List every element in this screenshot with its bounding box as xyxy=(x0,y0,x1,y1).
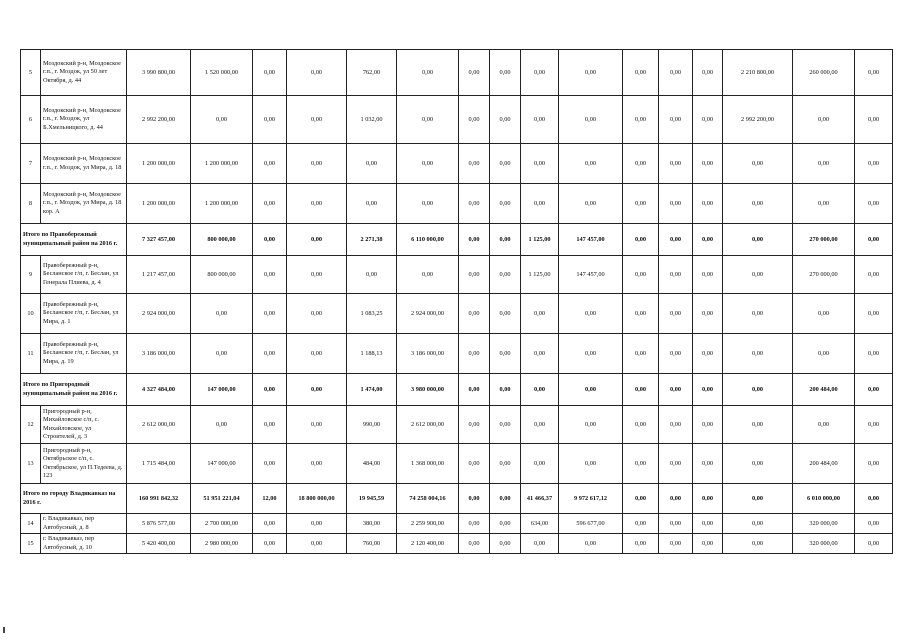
value-cell: 0,00 xyxy=(693,50,723,96)
value-cell: 2 924 000,00 xyxy=(127,294,191,334)
value-cell: 0,00 xyxy=(287,334,347,374)
value-cell: 2 120 400,00 xyxy=(397,534,459,554)
value-cell: 0,00 xyxy=(855,256,893,294)
value-cell: 0,00 xyxy=(793,294,855,334)
value-cell: 0,00 xyxy=(287,144,347,184)
value-cell: 0,00 xyxy=(459,224,490,256)
value-cell: 0,00 xyxy=(521,374,559,406)
value-cell: 74 258 004,16 xyxy=(397,484,459,514)
value-cell: 0,00 xyxy=(191,406,253,444)
value-cell: 0,00 xyxy=(253,144,287,184)
subtotal-label: Итого по Пригородный муниципальный район на 2016 г. xyxy=(21,374,127,406)
value-cell: 0,00 xyxy=(723,144,793,184)
value-cell: 3 186 000,00 xyxy=(397,334,459,374)
value-cell: 18 800 000,00 xyxy=(287,484,347,514)
value-cell: 0,00 xyxy=(287,374,347,406)
table-row xyxy=(21,184,893,224)
value-cell: 0,00 xyxy=(521,444,559,484)
subtotal-row xyxy=(21,224,893,256)
value-cell: 0,00 xyxy=(623,514,659,534)
table-row xyxy=(21,514,893,534)
value-cell: 0,00 xyxy=(623,224,659,256)
value-cell: 0,00 xyxy=(559,184,623,224)
value-cell: 147 000,00 xyxy=(191,374,253,406)
value-cell: 0,00 xyxy=(723,444,793,484)
value-cell: 0,00 xyxy=(723,224,793,256)
subtotal-label: Итого по Правобережный муниципальный район на 2016 г. xyxy=(21,224,127,256)
value-cell: 762,00 xyxy=(347,50,397,96)
value-cell: 0,00 xyxy=(659,514,693,534)
value-cell: 0,00 xyxy=(855,444,893,484)
value-cell: 0,00 xyxy=(459,144,490,184)
value-cell: 147 000,00 xyxy=(191,444,253,484)
value-cell: 0,00 xyxy=(287,96,347,144)
address-cell: Правобережный р-н, Бесланское г/п, г. Беслан, ул Генерала Плиева, д. 4 xyxy=(41,256,127,294)
value-cell: 41 466,37 xyxy=(521,484,559,514)
value-cell: 0,00 xyxy=(793,184,855,224)
value-cell: 0,00 xyxy=(793,144,855,184)
value-cell: 0,00 xyxy=(693,334,723,374)
value-cell: 0,00 xyxy=(623,96,659,144)
value-cell: 3 980 000,00 xyxy=(397,374,459,406)
row-number: 13 xyxy=(21,444,41,484)
address-cell: Пригородный р-н, Октябрьское с/п, с. Октябрьское, ул П.Тедеева, д. 123 xyxy=(41,444,127,484)
value-cell: 1 520 000,00 xyxy=(191,50,253,96)
value-cell: 0,00 xyxy=(723,334,793,374)
value-cell: 990,00 xyxy=(347,406,397,444)
row-number: 7 xyxy=(21,144,41,184)
value-cell: 0,00 xyxy=(287,406,347,444)
value-cell: 0,00 xyxy=(793,96,855,144)
value-cell: 260 000,00 xyxy=(793,50,855,96)
table-row xyxy=(21,256,893,294)
table-row xyxy=(21,144,893,184)
value-cell: 0,00 xyxy=(723,184,793,224)
value-cell: 3 186 000,00 xyxy=(127,334,191,374)
value-cell: 800 000,00 xyxy=(191,224,253,256)
value-cell: 0,00 xyxy=(459,406,490,444)
value-cell: 0,00 xyxy=(623,374,659,406)
value-cell: 0,00 xyxy=(253,96,287,144)
address-cell: г. Владикавказ, пер Автобусный, д. 8 xyxy=(41,514,127,534)
value-cell: 0,00 xyxy=(253,184,287,224)
value-cell: 200 484,00 xyxy=(793,444,855,484)
value-cell: 2 210 800,00 xyxy=(723,50,793,96)
value-cell: 0,00 xyxy=(191,96,253,144)
row-number: 12 xyxy=(21,406,41,444)
value-cell: 2 271,38 xyxy=(347,224,397,256)
value-cell: 0,00 xyxy=(459,514,490,534)
value-cell: 0,00 xyxy=(459,334,490,374)
value-cell: 0,00 xyxy=(521,406,559,444)
value-cell: 0,00 xyxy=(490,514,521,534)
value-cell: 0,00 xyxy=(559,50,623,96)
value-cell: 0,00 xyxy=(347,256,397,294)
row-number: 11 xyxy=(21,334,41,374)
value-cell: 0,00 xyxy=(287,184,347,224)
row-number: 15 xyxy=(21,534,41,554)
row-number: 14 xyxy=(21,514,41,534)
value-cell: 270 000,00 xyxy=(793,256,855,294)
value-cell: 1 125,00 xyxy=(521,224,559,256)
value-cell: 0,00 xyxy=(623,144,659,184)
table-row xyxy=(21,96,893,144)
address-cell: Правобережный р-н, Бесланское г/п, г. Беслан, ул Мира, д. 19 xyxy=(41,334,127,374)
value-cell: 0,00 xyxy=(855,374,893,406)
value-cell: 0,00 xyxy=(723,406,793,444)
value-cell: 0,00 xyxy=(659,144,693,184)
value-cell: 0,00 xyxy=(659,406,693,444)
value-cell: 12,00 xyxy=(253,484,287,514)
value-cell: 1 125,00 xyxy=(521,256,559,294)
value-cell: 0,00 xyxy=(253,294,287,334)
value-cell: 0,00 xyxy=(723,514,793,534)
value-cell: 2 259 900,00 xyxy=(397,514,459,534)
value-cell: 0,00 xyxy=(397,50,459,96)
value-cell: 0,00 xyxy=(659,534,693,554)
row-number: 6 xyxy=(21,96,41,144)
value-cell: 0,00 xyxy=(253,50,287,96)
value-cell: 6 110 000,00 xyxy=(397,224,459,256)
value-cell: 270 000,00 xyxy=(793,224,855,256)
value-cell: 1 188,13 xyxy=(347,334,397,374)
value-cell: 0,00 xyxy=(459,50,490,96)
value-cell: 0,00 xyxy=(659,184,693,224)
value-cell: 0,00 xyxy=(559,144,623,184)
value-cell: 0,00 xyxy=(855,406,893,444)
value-cell: 1 200 000,00 xyxy=(127,184,191,224)
value-cell: 0,00 xyxy=(659,50,693,96)
value-cell: 0,00 xyxy=(559,96,623,144)
value-cell: 800 000,00 xyxy=(191,256,253,294)
address-cell: Моздокский р-н, Моздокское г.п., г. Моздок, ул Мира, д. 18 кор. А xyxy=(41,184,127,224)
value-cell: 0,00 xyxy=(793,334,855,374)
value-cell: 0,00 xyxy=(559,406,623,444)
value-cell: 0,00 xyxy=(559,294,623,334)
value-cell: 0,00 xyxy=(397,256,459,294)
value-cell: 0,00 xyxy=(253,534,287,554)
value-cell: 0,00 xyxy=(623,184,659,224)
value-cell: 0,00 xyxy=(490,406,521,444)
value-cell: 0,00 xyxy=(693,444,723,484)
value-cell: 0,00 xyxy=(521,144,559,184)
value-cell: 0,00 xyxy=(693,514,723,534)
value-cell: 0,00 xyxy=(693,144,723,184)
value-cell: 1 368 000,00 xyxy=(397,444,459,484)
row-number: 10 xyxy=(21,294,41,334)
value-cell: 596 677,00 xyxy=(559,514,623,534)
value-cell: 0,00 xyxy=(623,484,659,514)
value-cell: 0,00 xyxy=(490,534,521,554)
value-cell: 0,00 xyxy=(459,96,490,144)
value-cell: 7 327 457,00 xyxy=(127,224,191,256)
value-cell: 0,00 xyxy=(723,374,793,406)
value-cell: 0,00 xyxy=(521,96,559,144)
value-cell: 1 217 457,00 xyxy=(127,256,191,294)
value-cell: 0,00 xyxy=(559,374,623,406)
value-cell: 0,00 xyxy=(855,184,893,224)
value-cell: 0,00 xyxy=(855,484,893,514)
value-cell: 0,00 xyxy=(521,50,559,96)
address-cell: г. Владикавказ, пер Автобусный, д. 10 xyxy=(41,534,127,554)
value-cell: 0,00 xyxy=(855,144,893,184)
value-cell: 0,00 xyxy=(723,534,793,554)
value-cell: 1 200 000,00 xyxy=(191,184,253,224)
value-cell: 0,00 xyxy=(855,294,893,334)
row-number: 5 xyxy=(21,50,41,96)
value-cell: 2 980 000,00 xyxy=(191,534,253,554)
value-cell: 0,00 xyxy=(490,144,521,184)
value-cell: 0,00 xyxy=(855,224,893,256)
value-cell: 0,00 xyxy=(855,514,893,534)
value-cell: 1 032,00 xyxy=(347,96,397,144)
value-cell: 160 991 842,32 xyxy=(127,484,191,514)
address-cell: Пригородный р-н, Михайловское с/п, с. Михайловское, ул Строителей, д. 3 xyxy=(41,406,127,444)
value-cell: 2 924 000,00 xyxy=(397,294,459,334)
table-row xyxy=(21,444,893,484)
value-cell: 3 990 800,00 xyxy=(127,50,191,96)
value-cell: 9 972 617,12 xyxy=(559,484,623,514)
value-cell: 0,00 xyxy=(623,444,659,484)
value-cell: 1 715 484,00 xyxy=(127,444,191,484)
value-cell: 0,00 xyxy=(559,534,623,554)
value-cell: 5 876 577,00 xyxy=(127,514,191,534)
value-cell: 0,00 xyxy=(191,294,253,334)
value-cell: 2 992 200,00 xyxy=(723,96,793,144)
value-cell: 484,00 xyxy=(347,444,397,484)
scan-artifact xyxy=(3,627,5,633)
value-cell: 0,00 xyxy=(659,334,693,374)
value-cell: 1 083,25 xyxy=(347,294,397,334)
table-row xyxy=(21,294,893,334)
value-cell: 0,00 xyxy=(793,406,855,444)
value-cell: 0,00 xyxy=(397,184,459,224)
value-cell: 0,00 xyxy=(287,256,347,294)
value-cell: 0,00 xyxy=(521,334,559,374)
value-cell: 0,00 xyxy=(459,484,490,514)
value-cell: 0,00 xyxy=(855,534,893,554)
value-cell: 0,00 xyxy=(490,334,521,374)
value-cell: 147 457,00 xyxy=(559,256,623,294)
value-cell: 5 420 400,00 xyxy=(127,534,191,554)
value-cell: 0,00 xyxy=(253,444,287,484)
subtotal-row xyxy=(21,484,893,514)
address-cell: Моздокский р-н, Моздокское г.п., г. Моздок, ул Мира, д. 18 xyxy=(41,144,127,184)
value-cell: 0,00 xyxy=(490,224,521,256)
value-cell: 0,00 xyxy=(693,256,723,294)
value-cell: 0,00 xyxy=(693,184,723,224)
value-cell: 0,00 xyxy=(659,374,693,406)
value-cell: 0,00 xyxy=(659,224,693,256)
value-cell: 0,00 xyxy=(191,334,253,374)
value-cell: 0,00 xyxy=(521,534,559,554)
value-cell: 0,00 xyxy=(347,144,397,184)
value-cell: 0,00 xyxy=(459,184,490,224)
value-cell: 0,00 xyxy=(490,256,521,294)
value-cell: 147 457,00 xyxy=(559,224,623,256)
value-cell: 0,00 xyxy=(397,144,459,184)
value-cell: 0,00 xyxy=(253,224,287,256)
value-cell: 0,00 xyxy=(659,444,693,484)
value-cell: 2 992 200,00 xyxy=(127,96,191,144)
value-cell: 0,00 xyxy=(490,184,521,224)
value-cell: 1 200 000,00 xyxy=(191,144,253,184)
value-cell: 51 951 221,04 xyxy=(191,484,253,514)
address-cell: Правобережный р-н, Бесланское г/п, г. Беслан, ул Мира, д. 1 xyxy=(41,294,127,334)
value-cell: 0,00 xyxy=(287,294,347,334)
value-cell: 0,00 xyxy=(659,96,693,144)
subtotal-label: Итого по городу Владикавказ на 2016 г. xyxy=(21,484,127,514)
value-cell: 0,00 xyxy=(253,374,287,406)
value-cell: 0,00 xyxy=(623,406,659,444)
subtotal-row xyxy=(21,374,893,406)
value-cell: 0,00 xyxy=(855,50,893,96)
value-cell: 0,00 xyxy=(459,444,490,484)
value-cell: 2 700 000,00 xyxy=(191,514,253,534)
value-cell: 0,00 xyxy=(490,50,521,96)
value-cell: 0,00 xyxy=(693,224,723,256)
value-cell: 0,00 xyxy=(623,534,659,554)
value-cell: 0,00 xyxy=(287,224,347,256)
value-cell: 0,00 xyxy=(253,406,287,444)
table-row xyxy=(21,406,893,444)
value-cell: 0,00 xyxy=(693,534,723,554)
value-cell: 634,00 xyxy=(521,514,559,534)
value-cell: 0,00 xyxy=(693,374,723,406)
value-cell: 0,00 xyxy=(559,334,623,374)
value-cell: 0,00 xyxy=(855,96,893,144)
value-cell: 0,00 xyxy=(287,534,347,554)
value-cell: 0,00 xyxy=(490,374,521,406)
address-cell: Моздокский р-н, Моздокское г.п., г. Моздок, ул Б.Хмельницкого, д. 44 xyxy=(41,96,127,144)
table-row xyxy=(21,334,893,374)
value-cell: 0,00 xyxy=(459,534,490,554)
value-cell: 760,00 xyxy=(347,534,397,554)
value-cell: 0,00 xyxy=(623,256,659,294)
value-cell: 0,00 xyxy=(521,294,559,334)
value-cell: 0,00 xyxy=(490,96,521,144)
value-cell: 0,00 xyxy=(659,294,693,334)
program-table xyxy=(20,49,893,554)
value-cell: 0,00 xyxy=(559,444,623,484)
value-cell: 0,00 xyxy=(659,484,693,514)
value-cell: 0,00 xyxy=(659,256,693,294)
value-cell: 0,00 xyxy=(623,50,659,96)
value-cell: 0,00 xyxy=(253,256,287,294)
value-cell: 2 612 000,00 xyxy=(397,406,459,444)
value-cell: 0,00 xyxy=(287,514,347,534)
value-cell: 0,00 xyxy=(623,294,659,334)
value-cell: 4 327 484,00 xyxy=(127,374,191,406)
value-cell: 0,00 xyxy=(490,484,521,514)
value-cell: 0,00 xyxy=(490,444,521,484)
value-cell: 0,00 xyxy=(253,334,287,374)
value-cell: 0,00 xyxy=(693,294,723,334)
value-cell: 19 945,59 xyxy=(347,484,397,514)
row-number: 9 xyxy=(21,256,41,294)
value-cell: 0,00 xyxy=(490,294,521,334)
value-cell: 0,00 xyxy=(723,256,793,294)
value-cell: 0,00 xyxy=(693,406,723,444)
value-cell: 1 200 000,00 xyxy=(127,144,191,184)
value-cell: 320 000,00 xyxy=(793,534,855,554)
value-cell: 6 010 000,00 xyxy=(793,484,855,514)
value-cell: 0,00 xyxy=(521,184,559,224)
value-cell: 0,00 xyxy=(855,334,893,374)
address-cell: Моздокский р-н, Моздокское г.п., г. Моздок, ул 50 лет Октября, д. 44 xyxy=(41,50,127,96)
value-cell: 200 484,00 xyxy=(793,374,855,406)
value-cell: 0,00 xyxy=(287,50,347,96)
row-number: 8 xyxy=(21,184,41,224)
value-cell: 1 474,00 xyxy=(347,374,397,406)
table-row xyxy=(21,50,893,96)
value-cell: 0,00 xyxy=(693,96,723,144)
value-cell: 320 000,00 xyxy=(793,514,855,534)
value-cell: 0,00 xyxy=(723,294,793,334)
value-cell: 380,00 xyxy=(347,514,397,534)
table-row xyxy=(21,534,893,554)
value-cell: 0,00 xyxy=(347,184,397,224)
value-cell: 0,00 xyxy=(693,484,723,514)
value-cell: 0,00 xyxy=(459,294,490,334)
value-cell: 0,00 xyxy=(459,374,490,406)
value-cell: 0,00 xyxy=(287,444,347,484)
value-cell: 0,00 xyxy=(459,256,490,294)
value-cell: 0,00 xyxy=(397,96,459,144)
value-cell: 0,00 xyxy=(253,514,287,534)
value-cell: 0,00 xyxy=(723,484,793,514)
value-cell: 2 612 000,00 xyxy=(127,406,191,444)
value-cell: 0,00 xyxy=(623,334,659,374)
